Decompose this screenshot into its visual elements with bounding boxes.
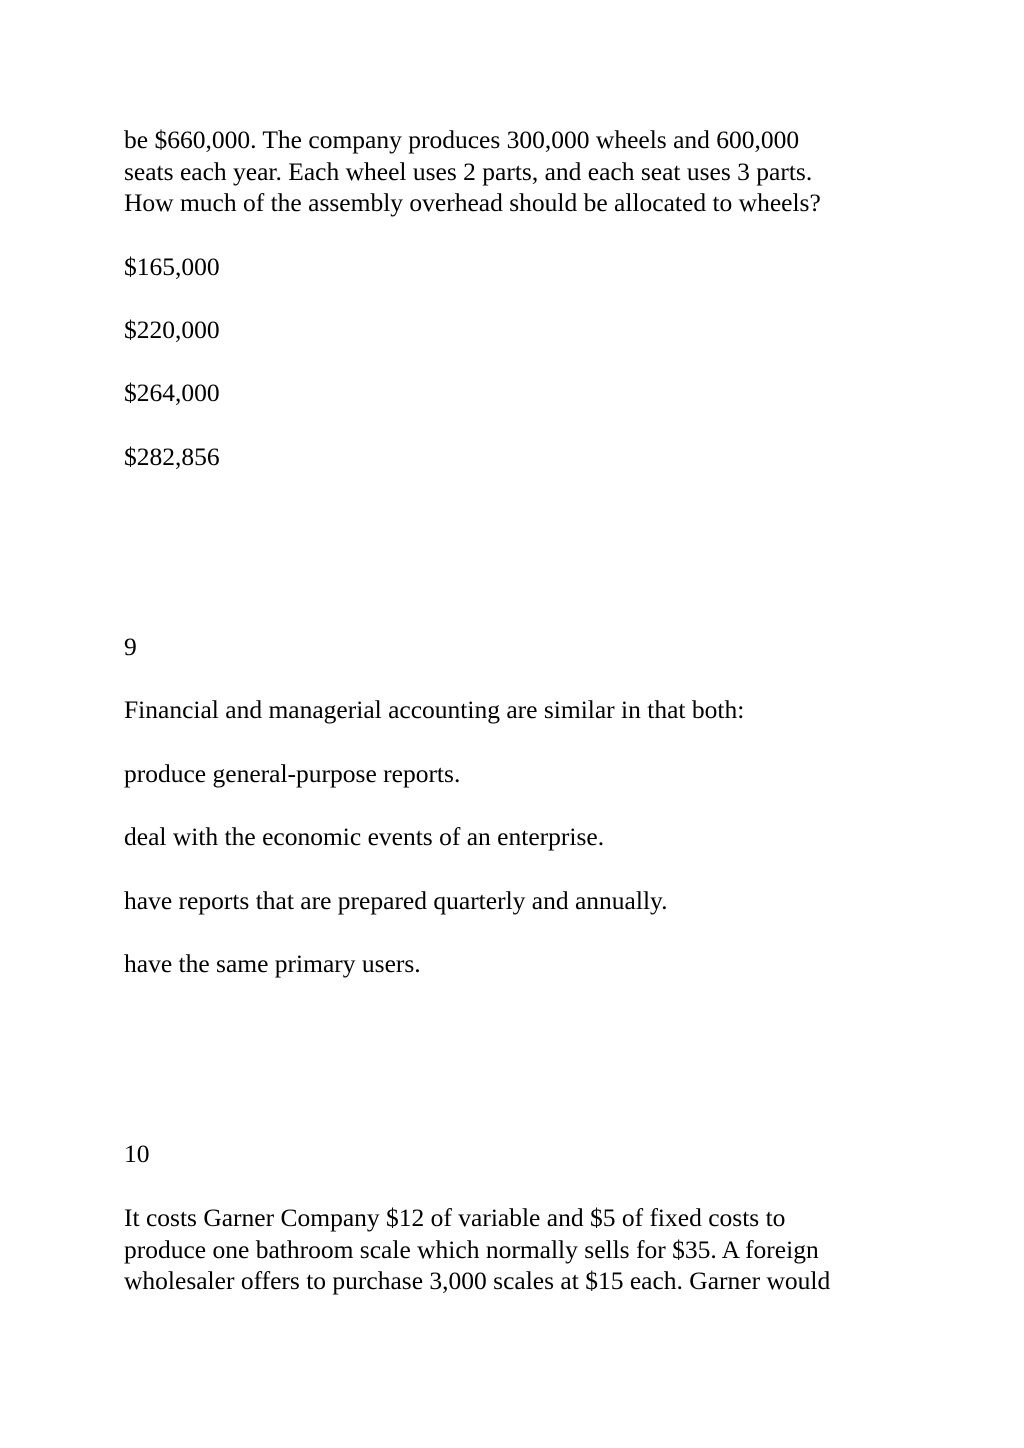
q8-option-d: $282,856 <box>124 442 220 471</box>
q8-option-a: $165,000 <box>124 252 220 281</box>
q10-stem <box>124 1202 830 1297</box>
q10-stem-line: produce one bathroom scale which normally sells for $35. A foreign <box>124 1234 819 1264</box>
q9-option-d: have the same primary users. <box>124 949 421 978</box>
q9-option-a: produce general-purpose reports. <box>124 759 461 788</box>
q8-option-b: $220,000 <box>124 315 220 344</box>
q9-number: 9 <box>124 632 137 661</box>
q10-stem-line: It costs Garner Company $12 of variable and $5 of fixed costs to <box>124 1203 786 1232</box>
document-page <box>124 0 924 1448</box>
q9-option-b: deal with the economic events of an enterprise. <box>124 822 605 851</box>
q8-stem <box>124 124 821 219</box>
q8-stem-line: How much of the assembly overhead should be allocated to wheels? <box>124 188 821 217</box>
q8-option-c: $264,000 <box>124 378 220 407</box>
q10-number: 10 <box>124 1139 150 1168</box>
q8-stem-line: seats each year. Each wheel uses 2 parts, and each seat uses 3 parts. <box>124 156 813 186</box>
q10-stem-line: wholesaler offers to purchase 3,000 scales at $15 each. Garner would <box>124 1266 831 1295</box>
q9-stem: Financial and managerial accounting are similar in that both: <box>124 695 745 724</box>
q9-option-c: have reports that are prepared quarterly and annually. <box>124 886 668 915</box>
q8-stem-line: be $660,000. The company produces 300,000 wheels and 600,000 <box>124 125 800 154</box>
